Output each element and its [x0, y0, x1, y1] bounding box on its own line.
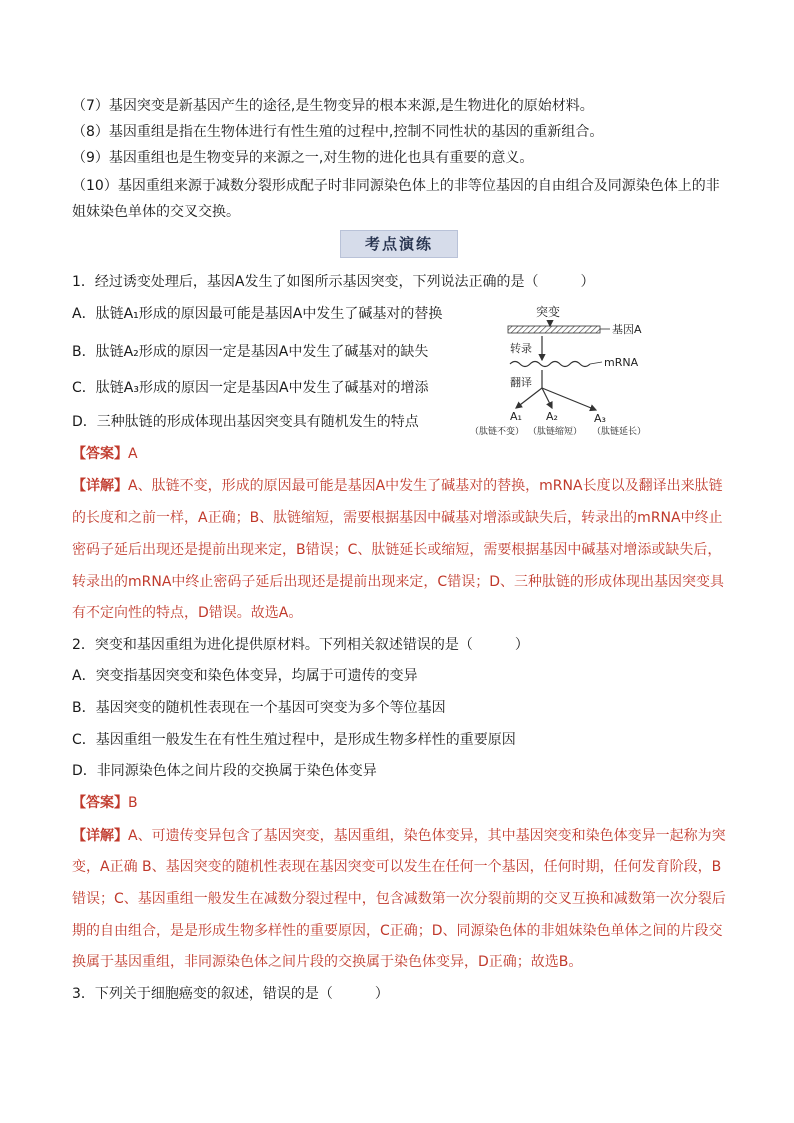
q2-option-b: B．基因突变的随机性表现在一个基因可突变为多个等位基因 — [72, 700, 446, 716]
transcription-label: 转录 — [510, 342, 532, 355]
q2-detail-line-3: 错误；C、基因重组一般发生在减数分裂过程中，包含减数第一次分裂前期的交叉互换和减数第一次分裂后 — [72, 891, 726, 907]
intro-point-7: （7）基因突变是新基因产生的途径,是生物变异的根本来源,是生物进化的原始材料。 — [72, 98, 594, 114]
a3-arrow — [542, 388, 596, 410]
gene-mutation-figure — [470, 300, 660, 440]
q1-detail-line-5: 有不定向性的特点，D错误。故选A。 — [72, 605, 303, 621]
q1-option-c: C．肽链A₃形成的原因一定是基因A中发生了碱基对的增添 — [72, 380, 429, 396]
q1-detail-label: 【详解】 — [72, 478, 128, 494]
mutation-label: 突变 — [536, 305, 561, 319]
a1-note: （肽链不变） — [470, 427, 525, 437]
a1-label: A₁ — [510, 410, 522, 423]
gene-a-label: 基因A — [612, 323, 642, 336]
gene-a-bar — [508, 326, 600, 333]
intro-point-9: （9）基因重组也是生物变异的来源之一,对生物的进化也具有重要的意义。 — [72, 150, 534, 166]
a2-note: （肽链缩短） — [528, 427, 583, 437]
q2-detail-line-1 — [72, 826, 732, 846]
a3-label: A₃ — [594, 412, 606, 425]
q1-detail-line-2: 的长度和之前一样，A正确；B、肽链缩短，需要根据基因中碱基对增添或缺失后，转录出的mRNA中终止 — [72, 510, 723, 526]
q1-detail-line-1 — [72, 476, 732, 496]
q1-answer-label: 【答案】 — [72, 446, 128, 462]
q1-answer — [72, 444, 732, 464]
q1-option-d: D．三种肽链的形成体现出基因突变具有随机发生的特点 — [72, 414, 419, 430]
q2-answer — [72, 793, 732, 813]
a2-label: A₂ — [546, 410, 558, 423]
q2-option-a: A．突变指基因突变和染色体变异，均属于可遗传的变异 — [72, 668, 418, 684]
q1-detail-text-1: A、肽链不变，形成的原因最可能是基因A中发生了碱基对的替换，mRNA长度以及翻译出来肽链 — [128, 478, 723, 494]
q1-answer-value: A — [128, 446, 138, 462]
q1-option-a: A．肽链A₁形成的原因最可能是基因A中发生了碱基对的替换 — [72, 306, 443, 322]
q2-detail-label: 【详解】 — [72, 828, 128, 844]
q2-detail-line-2: 变，A正确 B、基因突变的随机性表现在基因突变可以发生在任何一个基因，任何时期，任何发育阶段，B — [72, 859, 722, 875]
mrna-label: mRNA — [604, 356, 639, 369]
translation-label: 翻译 — [510, 376, 532, 389]
q2-detail-text-1: A、可遗传变异包含了基因突变，基因重组，染色体变异，其中基因突变和染色体变异一起称为突 — [128, 828, 726, 844]
q1-detail-line-3: 密码子延后出现还是提前出现来定，B错误；C、肽链延长或缩短，需要根据基因中碱基对增添或缺失后， — [72, 542, 722, 558]
q2-stem: 2．突变和基因重组为进化提供原材料。下列相关叙述错误的是（ ） — [72, 637, 529, 653]
q1-stem: 1．经过诱变处理后，基因A发生了如图所示基因突变，下列说法正确的是（ ） — [72, 274, 595, 290]
section-title-banner: 考点演练 — [340, 230, 458, 258]
q2-detail-line-4: 期的自由组合，是是形成生物多样性的重要原因，C正确；D、同源染色体的非姐妹染色单体之间的片段交 — [72, 923, 723, 939]
q2-option-c: C．基因重组一般发生在有性生殖过程中，是形成生物多样性的重要原因 — [72, 732, 516, 748]
q1-detail-line-4: 转录出的mRNA中终止密码子延后出现还是提前出现来定，C错误；D、三种肽链的形成体现出基因突变具 — [72, 574, 724, 590]
mrna-wave — [510, 362, 590, 367]
q2-answer-label: 【答案】 — [72, 795, 128, 811]
q3-stem: 3．下列关于细胞癌变的叙述，错误的是（ ） — [72, 986, 389, 1002]
intro-point-8: （8）基因重组是指在生物体进行有性生殖的过程中,控制不同性状的基因的重新组合。 — [72, 124, 604, 140]
q2-detail-line-5: 换属于基因重组，非同源染色体之间片段的交换属于染色体变异，D正确；故选B。 — [72, 954, 583, 970]
intro-point-10: （10）基因重组来源于减数分裂形成配子时非同源染色体上的非等位基因的自由组合及同源染色体上的非 — [72, 178, 720, 194]
q1-option-b: B．肽链A₂形成的原因一定是基因A中发生了碱基对的缺失 — [72, 344, 429, 360]
a3-note: （肽链延长） — [592, 427, 647, 437]
a1-arrow — [516, 388, 542, 408]
q2-answer-value: B — [128, 795, 138, 811]
q2-option-d: D．非同源染色体之间片段的交换属于染色体变异 — [72, 763, 377, 779]
intro-point-10-cont: 姐妹染色单体的交叉交换。 — [72, 204, 240, 220]
gene-mutation-diagram — [470, 300, 660, 440]
mrna-leader-line — [590, 362, 602, 364]
